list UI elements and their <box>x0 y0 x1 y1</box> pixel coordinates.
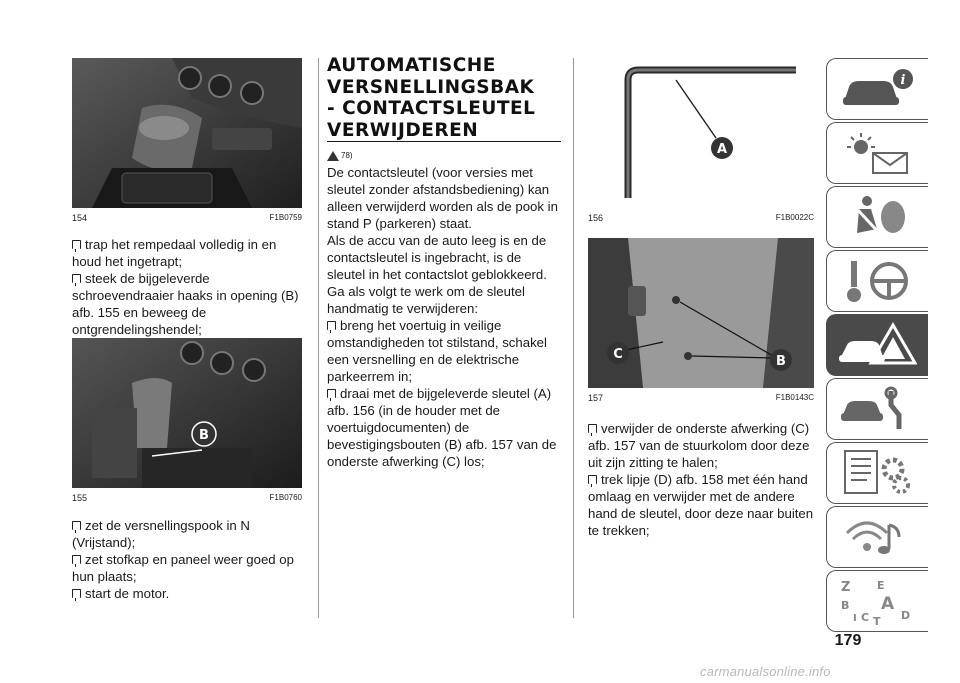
bullet-icon <box>327 321 336 330</box>
svg-text:Z: Z <box>841 580 851 595</box>
paragraph: De contactsleutel (voor versies met sleutel zonder afstandsbediening) kan alleen verwijderd worden als de pook in stand P (parkeren) staat. <box>327 165 558 231</box>
figure-157-image <box>588 238 814 388</box>
figure-157-caption <box>588 393 814 403</box>
bullet-icon <box>72 240 81 249</box>
figure-number: 156 <box>588 213 604 223</box>
text-block-3 <box>327 147 563 470</box>
key-steering-icon <box>837 257 917 305</box>
list-item: trap het rempedaal volledig in en houd het ingetrapt; <box>72 237 277 269</box>
figure-156-caption <box>588 213 814 223</box>
list-item: verwijder de onderste afwerking (C) afb. 157 van de stuurkolom door deze uit zijn zitting te halen; <box>588 421 810 470</box>
figure-number: 154 <box>72 213 88 223</box>
technical-data-icon <box>837 449 917 497</box>
label-c: C <box>613 347 623 362</box>
figure-154-caption <box>72 213 302 223</box>
svg-text:I: I <box>853 613 857 624</box>
svg-text:D: D <box>901 609 911 622</box>
text-block-4 <box>588 420 816 539</box>
text-block-1 <box>72 236 304 338</box>
list-item: steek de bijgeleverde schroevendraaier haaks in opening (B) afb. 155 en beweeg de ontgrendelingshendel; <box>72 271 299 337</box>
multimedia-icon <box>837 513 917 561</box>
figure-155-image <box>72 338 302 488</box>
figure-number: 155 <box>72 493 88 503</box>
svg-text:B: B <box>841 599 850 612</box>
figure-154-image <box>72 58 302 208</box>
tab-index[interactable] <box>826 570 928 632</box>
list-item: start de motor. <box>72 585 304 602</box>
car-info-icon <box>837 65 917 113</box>
bullet-icon <box>588 424 597 433</box>
svg-text:C: C <box>861 611 870 624</box>
svg-text:T: T <box>873 615 881 625</box>
page-number: 179 <box>834 632 862 649</box>
bullet-icon <box>72 589 81 598</box>
maintenance-wrench-icon <box>837 385 917 433</box>
warning-reference: 78) <box>327 147 563 164</box>
dashboard-warning-icon <box>837 129 917 177</box>
bullet-icon <box>72 274 81 283</box>
index-icon <box>837 577 917 625</box>
svg-text:A: A <box>881 594 895 614</box>
tab-emergency[interactable] <box>826 314 928 376</box>
figure-155-caption <box>72 493 302 503</box>
figure-code: F1B0022C <box>775 213 814 222</box>
svg-text:E: E <box>877 579 885 592</box>
watermark: carmanualsonline.info <box>700 664 831 679</box>
bullet-icon <box>72 521 81 530</box>
tab-multimedia[interactable] <box>826 506 928 568</box>
tab-car-info[interactable] <box>826 58 928 120</box>
list-item: breng het voertuig in veilige omstandigheden tot stilstand, schakel een versnelling en de elektrische parkeerrem in; <box>327 318 547 384</box>
figure-code: F1B0143C <box>775 393 814 402</box>
paragraph: Ga als volgt te werk om de sleutel handmatig te verwijderen: <box>327 284 525 316</box>
tab-safety[interactable] <box>826 186 928 248</box>
tab-maintenance[interactable] <box>826 378 928 440</box>
list-item: draai met de bijgeleverde sleutel (A) afb. 156 (in de houder met de voertuigdocumenten) de bevestigingsbouten (B) afb. 157 van de onderste afwerking (C) los; <box>327 386 557 469</box>
tab-dashboard[interactable] <box>826 122 928 184</box>
label-b: B <box>199 428 209 443</box>
list-item: trek lipje (D) afb. 158 met één hand omlaag en verwijder met de andere hand de sleutel, door deze naar buiten te trekken; <box>588 472 814 538</box>
svg-text:i: i <box>900 73 906 88</box>
figure-156-image <box>586 58 814 208</box>
list-item: zet de versnellingspook in N (Vrijstand); <box>72 518 250 550</box>
figure-code: F1B0760 <box>269 493 302 502</box>
bullet-icon <box>588 475 597 484</box>
label-b: B <box>776 354 786 369</box>
figure-number: 157 <box>588 393 604 403</box>
text-block-2 <box>72 517 304 602</box>
column-divider <box>573 58 574 618</box>
column-divider <box>318 58 319 618</box>
label-a: A <box>716 142 728 157</box>
tab-technical-data[interactable] <box>826 442 928 504</box>
emergency-triangle-icon <box>837 321 917 369</box>
section-heading: AUTOMATISCHE VERSNELLINGSBAK - CONTACTSLEUTEL VERWIJDEREN <box>327 55 536 141</box>
figure-code: F1B0759 <box>269 213 302 222</box>
safety-airbag-icon <box>837 193 917 241</box>
paragraph: Als de accu van de auto leeg is en de contactsleutel is ingebracht, is de sleutel in het contactslot geblokkeerd. <box>327 233 547 282</box>
list-item: zet stofkap en paneel weer goed op hun plaats; <box>72 552 294 584</box>
tab-starting-driving[interactable] <box>826 250 928 312</box>
heading-underline <box>327 141 561 142</box>
warning-triangle-icon <box>327 151 339 161</box>
bullet-icon <box>327 389 336 398</box>
bullet-icon <box>72 555 81 564</box>
